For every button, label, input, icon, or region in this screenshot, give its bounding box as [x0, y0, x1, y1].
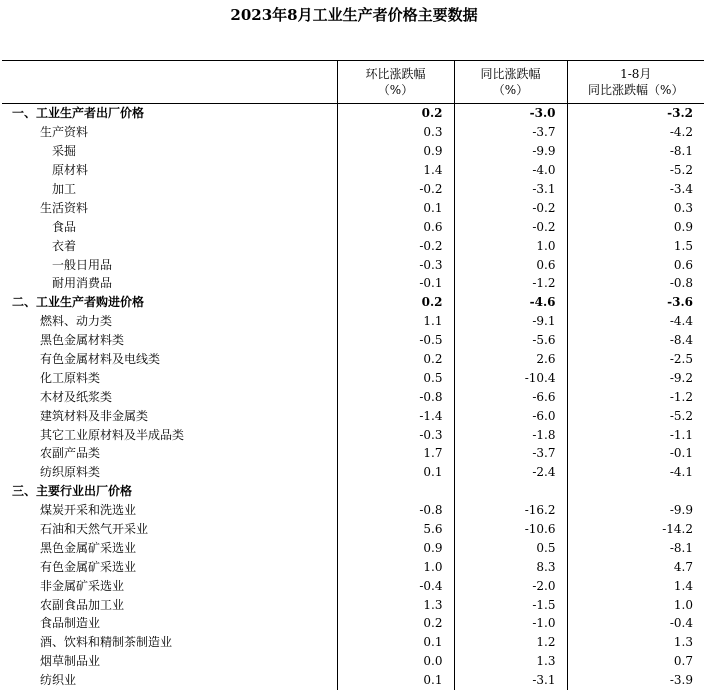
header-mom-unit: （%）	[377, 83, 414, 97]
row-yoy: -1.5	[454, 595, 567, 614]
header-mom	[337, 61, 454, 104]
row-label: 农副产品类	[40, 446, 101, 461]
row-ytd: -8.1	[567, 538, 704, 557]
row-ytd: -3.6	[567, 293, 704, 312]
row-yoy: -6.6	[454, 387, 567, 406]
row-label: 煤炭开采和洗选业	[40, 503, 137, 518]
row-label: 一般日用品	[52, 257, 113, 272]
table-row	[2, 387, 704, 406]
row-yoy: 1.2	[454, 633, 567, 652]
row-mom: -0.4	[337, 576, 454, 595]
row-yoy: 0.6	[454, 255, 567, 274]
row-yoy: -4.6	[454, 293, 567, 312]
row-yoy: -9.1	[454, 312, 567, 331]
row-mom: -0.3	[337, 425, 454, 444]
row-mom: -0.5	[337, 331, 454, 350]
row-mom: 0.2	[337, 104, 454, 123]
row-ytd: -8.1	[567, 142, 704, 161]
row-ytd: -4.1	[567, 463, 704, 482]
table-row	[2, 312, 704, 331]
table-row	[2, 614, 704, 633]
row-ytd: -0.8	[567, 274, 704, 293]
row-ytd: -3.2	[567, 104, 704, 123]
table-row	[2, 350, 704, 369]
row-ytd: -5.2	[567, 161, 704, 180]
row-mom: 0.5	[337, 368, 454, 387]
table-row	[2, 331, 704, 350]
row-yoy: -4.0	[454, 161, 567, 180]
table-row	[2, 501, 704, 520]
row-mom: 0.1	[337, 633, 454, 652]
row-ytd: 0.7	[567, 652, 704, 671]
row-mom: -1.4	[337, 406, 454, 425]
row-label: 原材料	[52, 163, 89, 178]
row-ytd: 1.4	[567, 576, 704, 595]
table-row	[2, 217, 704, 236]
row-label: 酒、饮料和精制茶制造业	[40, 635, 173, 650]
row-label: 燃料、动力类	[40, 314, 113, 329]
row-label: 烟草制品业	[40, 654, 101, 669]
row-yoy: -3.0	[454, 104, 567, 123]
row-mom	[337, 482, 454, 501]
table-row	[2, 198, 704, 217]
table-row	[2, 538, 704, 557]
row-mom: 0.2	[337, 350, 454, 369]
row-yoy: -5.6	[454, 331, 567, 350]
row-ytd: -1.1	[567, 425, 704, 444]
row-mom: 0.3	[337, 123, 454, 142]
row-ytd: 0.6	[567, 255, 704, 274]
row-ytd: -0.1	[567, 444, 704, 463]
row-yoy: 0.5	[454, 538, 567, 557]
row-mom: 0.2	[337, 614, 454, 633]
table-row	[2, 595, 704, 614]
row-label: 有色金属材料及电线类	[40, 352, 161, 367]
row-ytd: -8.4	[567, 331, 704, 350]
row-yoy: -6.0	[454, 406, 567, 425]
row-yoy: -1.0	[454, 614, 567, 633]
header-ytd-label: 同比涨跌幅（%）	[588, 83, 684, 97]
table-body	[2, 104, 704, 690]
row-label: 生产资料	[40, 125, 89, 140]
row-label: 二、工业生产者购进价格	[12, 295, 145, 310]
row-label: 木材及纸浆类	[40, 389, 113, 404]
header-ytd-period: 1-8月	[620, 67, 652, 81]
row-yoy: 1.3	[454, 652, 567, 671]
row-yoy: -3.1	[454, 671, 567, 690]
table-row	[2, 520, 704, 539]
row-label: 食品制造业	[40, 616, 101, 631]
row-mom: 1.7	[337, 444, 454, 463]
row-mom: 1.0	[337, 557, 454, 576]
table-row	[2, 368, 704, 387]
row-ytd: -5.2	[567, 406, 704, 425]
row-yoy	[454, 482, 567, 501]
header-yoy	[454, 61, 567, 104]
row-label: 三、主要行业出厂价格	[12, 484, 133, 499]
row-label: 黑色金属材料类	[40, 333, 125, 348]
row-yoy: 8.3	[454, 557, 567, 576]
row-mom: 1.3	[337, 595, 454, 614]
row-ytd: 4.7	[567, 557, 704, 576]
table-row	[2, 274, 704, 293]
row-ytd: 1.0	[567, 595, 704, 614]
header-ytd	[567, 61, 704, 104]
row-ytd: -4.2	[567, 123, 704, 142]
row-ytd: -3.9	[567, 671, 704, 690]
row-label: 生活资料	[40, 200, 89, 215]
table-row	[2, 236, 704, 255]
table-row	[2, 671, 704, 690]
row-label: 有色金属矿采选业	[40, 559, 137, 574]
table-row	[2, 463, 704, 482]
row-yoy: -1.2	[454, 274, 567, 293]
table-row	[2, 142, 704, 161]
row-ytd: 1.3	[567, 633, 704, 652]
table-row	[2, 161, 704, 180]
row-yoy: -3.7	[454, 123, 567, 142]
row-mom: 0.1	[337, 671, 454, 690]
row-yoy: 2.6	[454, 350, 567, 369]
row-ytd: -2.5	[567, 350, 704, 369]
header-yoy-label: 同比涨跌幅	[480, 67, 541, 81]
table-row	[2, 123, 704, 142]
table-row	[2, 557, 704, 576]
row-ytd: 0.3	[567, 198, 704, 217]
row-mom: 0.6	[337, 217, 454, 236]
row-mom: -0.8	[337, 387, 454, 406]
row-yoy: -3.1	[454, 180, 567, 199]
table-row	[2, 293, 704, 312]
row-label: 其它工业原材料及半成品类	[40, 427, 185, 442]
row-label: 食品	[52, 219, 77, 234]
row-yoy: -2.0	[454, 576, 567, 595]
row-label: 纺织业	[40, 673, 77, 688]
row-yoy: -1.8	[454, 425, 567, 444]
row-mom: -0.1	[337, 274, 454, 293]
row-label: 耐用消费品	[52, 276, 113, 291]
table-header	[2, 61, 704, 104]
row-label: 石油和天然气开采业	[40, 522, 149, 537]
row-mom: 1.4	[337, 161, 454, 180]
row-ytd: -0.4	[567, 614, 704, 633]
row-mom: 0.2	[337, 293, 454, 312]
header-item-column	[2, 61, 337, 104]
row-label: 非金属矿采选业	[40, 578, 125, 593]
row-mom: -0.3	[337, 255, 454, 274]
row-label: 采掘	[52, 144, 77, 159]
row-mom: 0.9	[337, 142, 454, 161]
row-ytd: -14.2	[567, 520, 704, 539]
row-ytd: 1.5	[567, 236, 704, 255]
row-label: 黑色金属矿采选业	[40, 540, 137, 555]
row-ytd: -9.9	[567, 501, 704, 520]
table-row	[2, 633, 704, 652]
table-row	[2, 180, 704, 199]
row-mom: 0.0	[337, 652, 454, 671]
row-yoy: -3.7	[454, 444, 567, 463]
page-title: 2023年8月工业生产者价格主要数据	[230, 6, 478, 24]
row-mom: 0.9	[337, 538, 454, 557]
row-mom: -0.2	[337, 180, 454, 199]
header-mom-label: 环比涨跌幅	[365, 67, 426, 81]
row-label: 化工原料类	[40, 370, 101, 385]
row-mom: 5.6	[337, 520, 454, 539]
table-row	[2, 444, 704, 463]
row-ytd: -9.2	[567, 368, 704, 387]
row-label: 建筑材料及非金属类	[40, 408, 149, 423]
table-row	[2, 652, 704, 671]
row-mom: 0.1	[337, 198, 454, 217]
row-yoy: -9.9	[454, 142, 567, 161]
table-row	[2, 425, 704, 444]
row-label: 纺织原料类	[40, 465, 101, 480]
row-yoy: -10.4	[454, 368, 567, 387]
row-yoy: -10.6	[454, 520, 567, 539]
row-yoy: -2.4	[454, 463, 567, 482]
row-ytd: -3.4	[567, 180, 704, 199]
row-mom: 0.1	[337, 463, 454, 482]
row-yoy: 1.0	[454, 236, 567, 255]
row-label: 一、工业生产者出厂价格	[12, 106, 145, 121]
price-data-table	[2, 60, 704, 690]
row-label: 农副食品加工业	[40, 597, 125, 612]
row-label: 加工	[52, 182, 77, 196]
row-mom: -0.2	[337, 236, 454, 255]
table-row	[2, 406, 704, 425]
table-row	[2, 576, 704, 595]
row-label: 衣着	[52, 238, 77, 253]
row-yoy: -0.2	[454, 217, 567, 236]
row-ytd	[567, 482, 704, 501]
row-yoy: -16.2	[454, 501, 567, 520]
table-row	[2, 104, 704, 123]
row-mom: 1.1	[337, 312, 454, 331]
row-ytd: 0.9	[567, 217, 704, 236]
header-yoy-unit: （%）	[492, 83, 529, 97]
row-yoy: -0.2	[454, 198, 567, 217]
row-ytd: -4.4	[567, 312, 704, 331]
row-ytd: -1.2	[567, 387, 704, 406]
row-mom: -0.8	[337, 501, 454, 520]
table-row	[2, 255, 704, 274]
table-row	[2, 482, 704, 501]
